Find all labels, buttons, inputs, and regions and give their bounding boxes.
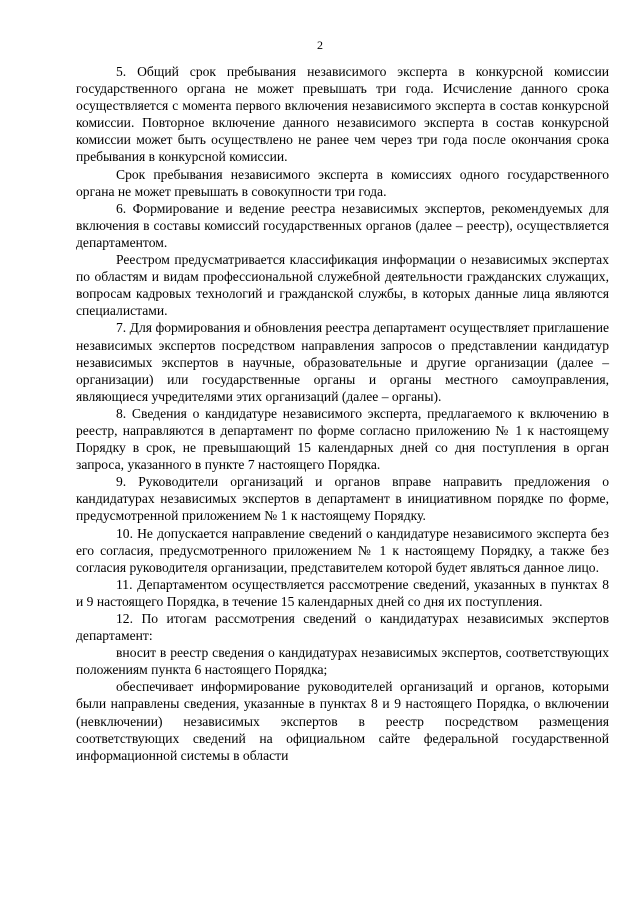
paragraph-6-classification: Реестром предусматривается классификация информации о независимых экспертах по областям и видам профессиональной служебной деятельности гражданских служащих, вопросам кадровых технологий и гражданской службы, в которых данные лица являются специалистами. bbox=[76, 252, 609, 319]
paragraph-10: 10. Не допускается направление сведений о кандидатуре независимого эксперта без его согласия, предусмотренного приложением № 1 к настоящему Порядку, а также без согласия руководителя организации, представителем которой будет являться данное лицо. bbox=[76, 525, 609, 575]
paragraph-9: 9. Руководители организаций и органов вправе направить предложения о кандидатурах независимых экспертов в департамент в инициативном порядке по форме, предусмотренной приложением № 1 к настоящему Порядку. bbox=[76, 474, 609, 524]
paragraph-5: 5. Общий срок пребывания независимого эксперта в конкурсной комиссии государственного органа не может превышать три года. Исчисление данного срока осуществляется с момента первого включения независимого эксперта в состав конкурсной комиссии. Повторное включение данного независимого эксперта в состав конкурсной комиссии может быть осуществлено не ранее чем через три года после окончания срока пребывания в конкурсной комиссии. bbox=[76, 64, 609, 165]
paragraph-12: 12. По итогам рассмотрения сведений о кандидатурах независимых экспертов департамент: bbox=[76, 611, 609, 644]
paragraph-8: 8. Сведения о кандидатуре независимого эксперта, предлагаемого к включению в реестр, направляются в департамент по форме согласно приложению № 1 к настоящему Порядку в срок, не превышающий 15 календарных дней со дня поступления в орган запроса, указанного в пункте 7 настоящего Порядка. bbox=[76, 405, 609, 473]
paragraph-6: 6. Формирование и ведение реестра независимых экспертов, рекомендуемых для включения в составы комиссий государственных органов (далее – реестр), осуществляется департаментом. bbox=[76, 200, 609, 250]
page-number: 2 bbox=[317, 38, 323, 52]
document-body bbox=[76, 63, 609, 764]
paragraph-11: 11. Департаментом осуществляется рассмотрение сведений, указанных в пунктах 8 и 9 настоящего Порядка, в течение 15 календарных дней со дня их поступления. bbox=[76, 576, 609, 609]
paragraph-7: 7. Для формирования и обновления реестра департамент осуществляет приглашение независимых экспертов посредством направления запросов о представлении кандидатур независимых экспертов в научные, образовательные и другие организации (далее – организации) или государственные органы и органы местного самоуправления, являющиеся учредителями этих организаций (далее – органы). bbox=[76, 320, 609, 404]
paragraph-12-item-1: вносит в реестр сведения о кандидатурах независимых экспертов, соответствующих положениям пункта 6 настоящего Порядка; bbox=[76, 645, 609, 678]
paragraph-5-term: Срок пребывания независимого эксперта в комиссиях одного государственного органа не может превышать в совокупности три года. bbox=[76, 166, 609, 199]
paragraph-12-item-2: обеспечивает информирование руководителей организаций и органов, которыми были направлены сведения, указанные в пунктах 8 и 9 настоящего Порядка, о включении (невключении) независимых экспертов в реестр посредством размещения соответствующих сведений на официальном сайте федеральной государственной информационной системы в области bbox=[76, 679, 609, 763]
